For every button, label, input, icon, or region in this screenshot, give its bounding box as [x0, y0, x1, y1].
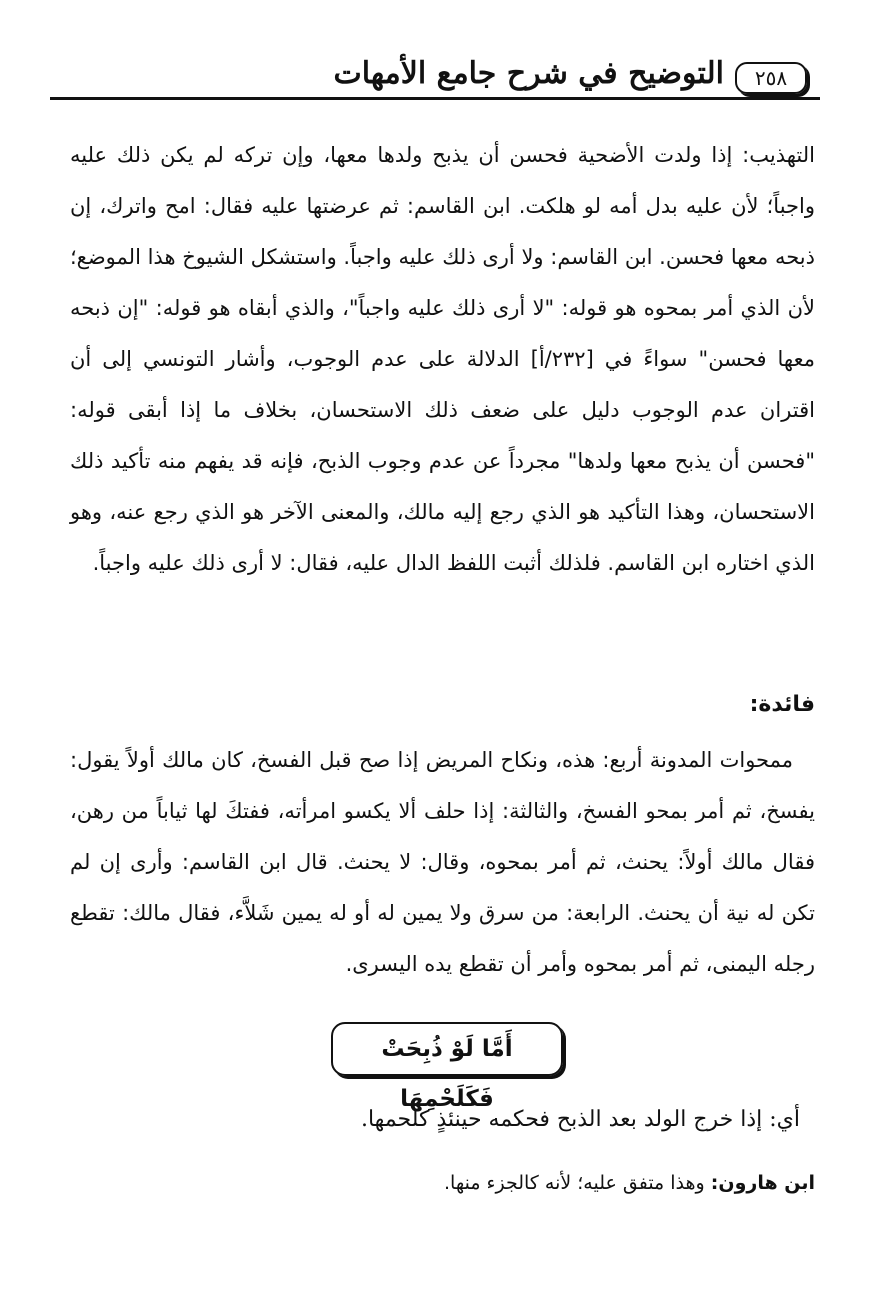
- matn-explanation: أي: إذا خرج الولد بعد الذبح فحكمه حينئذٍ كلحمها.: [360, 1107, 800, 1132]
- faida-paragraph: ممحوات المدونة أربع: هذه، ونكاح المريض إذا صح قبل الفسخ، كان مالك أولاً يقول: يفسخ، ثم أمر بمحو الفسخ، والثالثة: إذا حلف ألا يكسو امرأته، ففتكَ لها ثياباً من رهن، فقال مالك أولاً: يحنث، ثم أمر بمحوه، وقال: لا يحنث. قال ابن القاسم: وأرى إن لم تكن له نية أن يحنث. الرابعة: من سرق ولا يمين له أو له يمين شَلاَّء، فقال مالك: تقطع رجله اليمنى، ثم أمر بمحوه وأمر أن تقطع يده اليسرى.: [70, 748, 815, 976]
- note-text: وهذا متفق عليه؛ لأنه كالجزء منها.: [444, 1172, 705, 1194]
- speaker-name: ابن هارون:: [710, 1172, 815, 1194]
- page-header: [50, 52, 820, 100]
- header-divider: [50, 97, 820, 100]
- ibn-harun-note: [444, 1166, 815, 1200]
- faida-heading: فائدة:: [749, 692, 815, 717]
- book-title: التوضيح في شرح جامع الأمهات: [333, 56, 724, 91]
- page-number: ٢٥٨: [735, 62, 807, 94]
- matn-quote: أَمَّا لَوْ ذُبِحَتْ فَكَلَحْمِهَا: [331, 1022, 563, 1076]
- main-paragraph: التهذيب: إذا ولدت الأضحية فحسن أن يذبح ولدها معها، وإن تركه لم يكن ذلك عليه واجباً؛ لأن عليه بدل أمه لو هلكت. ابن القاسم: ثم عرضتها عليه فقال: امح واترك، إن ذبحه معها فحسن. ابن القاسم: ولا أرى ذلك عليه واجباً. واستشكل الشيوخ هذا الموضع؛ لأن الذي أمر بمحوه هو قوله: "لا أرى ذلك عليه واجباً"، والذي أبقاه هو قوله: "إن ذبحه معها فحسن" سواءً في [٢٣٢/أ] الدلالة على عدم الوجوب، وأشار التونسي إلى أن اقتران عدم الوجوب دليل على ضعف ذلك الاستحسان، بخلاف ما إذا أبقى قوله: "فحسن أن يذبح معها ولدها" مجرداً عن عدم وجوب الذبح، فإنه قد يفهم منه تأكيد ذلك الاستحسان، وهذا التأكيد هو الذي رجع إليه مالك، والمعنى الآخر هو الذي رجع عنه، وهو الذي اختاره ابن القاسم. فلذلك أثبت اللفظ الدال عليه، فقال: لا أرى ذلك عليه واجباً.: [70, 143, 815, 575]
